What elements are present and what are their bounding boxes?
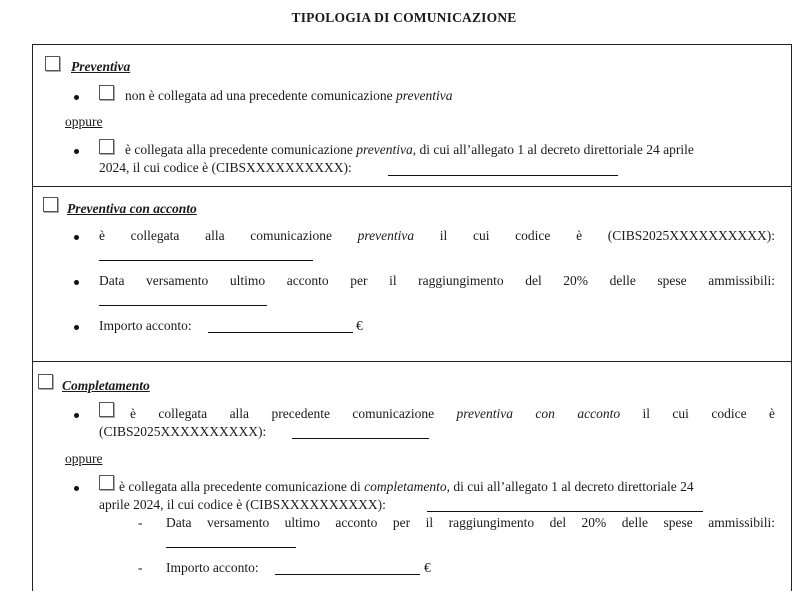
bullet-text: Data versamento ultimo acconto per il raggiungimento del 20% delle spese ammissibili: bbox=[99, 273, 775, 288]
option-checkbox-not-linked[interactable] bbox=[99, 85, 114, 100]
code-input-line[interactable] bbox=[99, 260, 313, 261]
option-checkbox-linked-acconto[interactable] bbox=[99, 402, 114, 417]
code-input-line[interactable] bbox=[427, 511, 703, 512]
option-label-line2: (CIBS2025XXXXXXXXXX): bbox=[99, 424, 267, 439]
sub-item-text: Importo acconto: bbox=[166, 560, 259, 575]
euro-symbol: € bbox=[424, 560, 431, 575]
bullet-text: è collegata alla comunicazione preventiva il cui codice è (CIBS2025XXXXXXXXXX): bbox=[99, 228, 775, 243]
preventiva-con-acconto-checkbox[interactable] bbox=[43, 197, 58, 212]
code-input-line[interactable] bbox=[388, 175, 618, 176]
oppure-label: oppure bbox=[65, 114, 103, 129]
euro-symbol: € bbox=[356, 318, 363, 333]
option-label-line2: 2024, il cui codice è (CIBSXXXXXXXXXX): bbox=[99, 160, 352, 175]
bullet-icon bbox=[74, 235, 79, 240]
bullet-icon bbox=[74, 413, 79, 418]
option-checkbox-linked[interactable] bbox=[99, 139, 114, 154]
bullet-icon bbox=[74, 280, 79, 285]
option-label: è collegata alla precedente comunicazione di completamento, di cui all’allegato 1 al decreto direttoriale 24 bbox=[119, 479, 694, 494]
option-label: è collegata alla precedente comunicazione preventiva con acconto il cui codice è bbox=[130, 406, 776, 421]
option-label: è collegata alla precedente comunicazione preventiva, di cui all’allegato 1 al decreto direttoriale 24 aprile bbox=[125, 142, 694, 157]
bullet-icon bbox=[74, 325, 79, 330]
bullet-icon bbox=[74, 149, 79, 154]
dash-marker: - bbox=[138, 560, 143, 575]
section-heading: Preventiva con acconto bbox=[67, 201, 197, 216]
section-completamento bbox=[32, 361, 792, 591]
preventiva-checkbox[interactable] bbox=[45, 56, 60, 71]
amount-input-line[interactable] bbox=[208, 332, 353, 333]
code-input-line[interactable] bbox=[292, 438, 429, 439]
oppure-label: oppure bbox=[65, 451, 103, 466]
option-label-line2: aprile 2024, il cui codice è (CIBSXXXXXXXXXX): bbox=[99, 497, 386, 512]
bullet-icon bbox=[74, 486, 79, 491]
date-input-line[interactable] bbox=[99, 305, 267, 306]
option-checkbox-linked-completamento[interactable] bbox=[99, 475, 114, 490]
section-heading: Completamento bbox=[62, 378, 150, 393]
page-title: TIPOLOGIA DI COMUNICAZIONE bbox=[291, 10, 517, 25]
section-preventiva-con-acconto bbox=[32, 185, 792, 362]
option-label: non è collegata ad una precedente comunicazione preventiva bbox=[125, 88, 453, 103]
bullet-icon bbox=[74, 95, 79, 100]
completamento-checkbox[interactable] bbox=[38, 374, 53, 389]
bullet-text: Importo acconto: bbox=[99, 318, 192, 333]
section-preventiva bbox=[32, 44, 792, 187]
dash-marker: - bbox=[138, 515, 143, 530]
date-input-line[interactable] bbox=[166, 547, 296, 548]
section-heading: Preventiva bbox=[71, 59, 131, 74]
amount-input-line[interactable] bbox=[275, 574, 420, 575]
sub-item-text: Data versamento ultimo acconto per il raggiungimento del 20% delle spese ammissibili: bbox=[166, 515, 775, 530]
